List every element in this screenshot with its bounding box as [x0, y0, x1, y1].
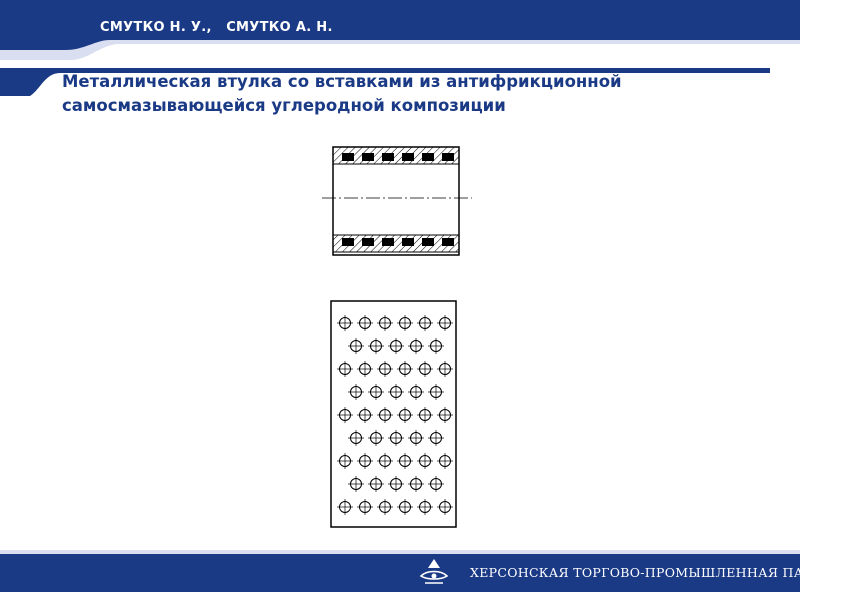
insert-hole: [377, 361, 393, 377]
insert-hole: [348, 476, 364, 492]
insert-hole: [337, 361, 353, 377]
insert-hole: [357, 361, 373, 377]
insert-hole: [348, 338, 364, 354]
insert-hole: [388, 476, 404, 492]
insert-hole: [368, 338, 384, 354]
insert-holes-grid: [337, 315, 453, 515]
insert-hole: [408, 430, 424, 446]
insert-hole: [428, 476, 444, 492]
insert-hole: [388, 338, 404, 354]
insert-hole: [437, 453, 453, 469]
insert-hole: [417, 315, 433, 331]
insert-hole: [437, 361, 453, 377]
insert-hole: [348, 384, 364, 400]
bushing-developed-view: [331, 301, 456, 527]
insert-hole: [428, 384, 444, 400]
insert-hole: [437, 407, 453, 423]
insert-hole: [417, 361, 433, 377]
insert-hole: [377, 315, 393, 331]
insert-hole: [357, 315, 373, 331]
insert-hole: [408, 338, 424, 354]
insert-hole: [357, 407, 373, 423]
insert-hole: [417, 407, 433, 423]
insert-hole: [337, 453, 353, 469]
insert-hole: [397, 453, 413, 469]
insert-hole: [357, 453, 373, 469]
authors-text: СМУТКО Н. У., СМУТКО А. Н.: [100, 20, 333, 35]
insert-hole: [397, 315, 413, 331]
insert-hole: [337, 315, 353, 331]
insert-hole: [337, 499, 353, 515]
chamber-emblem-icon: [415, 556, 453, 590]
insert-hole: [408, 384, 424, 400]
insert-hole: [437, 315, 453, 331]
insert-hole: [417, 453, 433, 469]
insert-hole: [397, 499, 413, 515]
insert-hole: [417, 499, 433, 515]
insert-hole: [428, 430, 444, 446]
insert-hole: [428, 338, 444, 354]
bushing-section-view: [322, 147, 472, 255]
insert-hole: [397, 407, 413, 423]
insert-hole: [377, 499, 393, 515]
insert-hole: [348, 430, 364, 446]
insert-hole: [368, 430, 384, 446]
insert-hole: [377, 407, 393, 423]
insert-hole: [357, 499, 373, 515]
insert-hole: [377, 453, 393, 469]
insert-hole: [368, 476, 384, 492]
insert-hole: [388, 384, 404, 400]
insert-hole: [408, 476, 424, 492]
insert-hole: [337, 407, 353, 423]
insert-hole: [368, 384, 384, 400]
insert-hole: [437, 499, 453, 515]
slide-title-line-2: самосмазывающейся углеродной композиции: [62, 96, 506, 115]
organization-name: ХЕРСОНСКАЯ ТОРГОВО-ПРОМЫШЛЕННАЯ ПАЛАТА: [470, 565, 842, 580]
slide-title-line-1: Металлическая втулка со вставками из антифрикционной: [62, 72, 622, 91]
insert-hole: [397, 361, 413, 377]
insert-hole: [388, 430, 404, 446]
